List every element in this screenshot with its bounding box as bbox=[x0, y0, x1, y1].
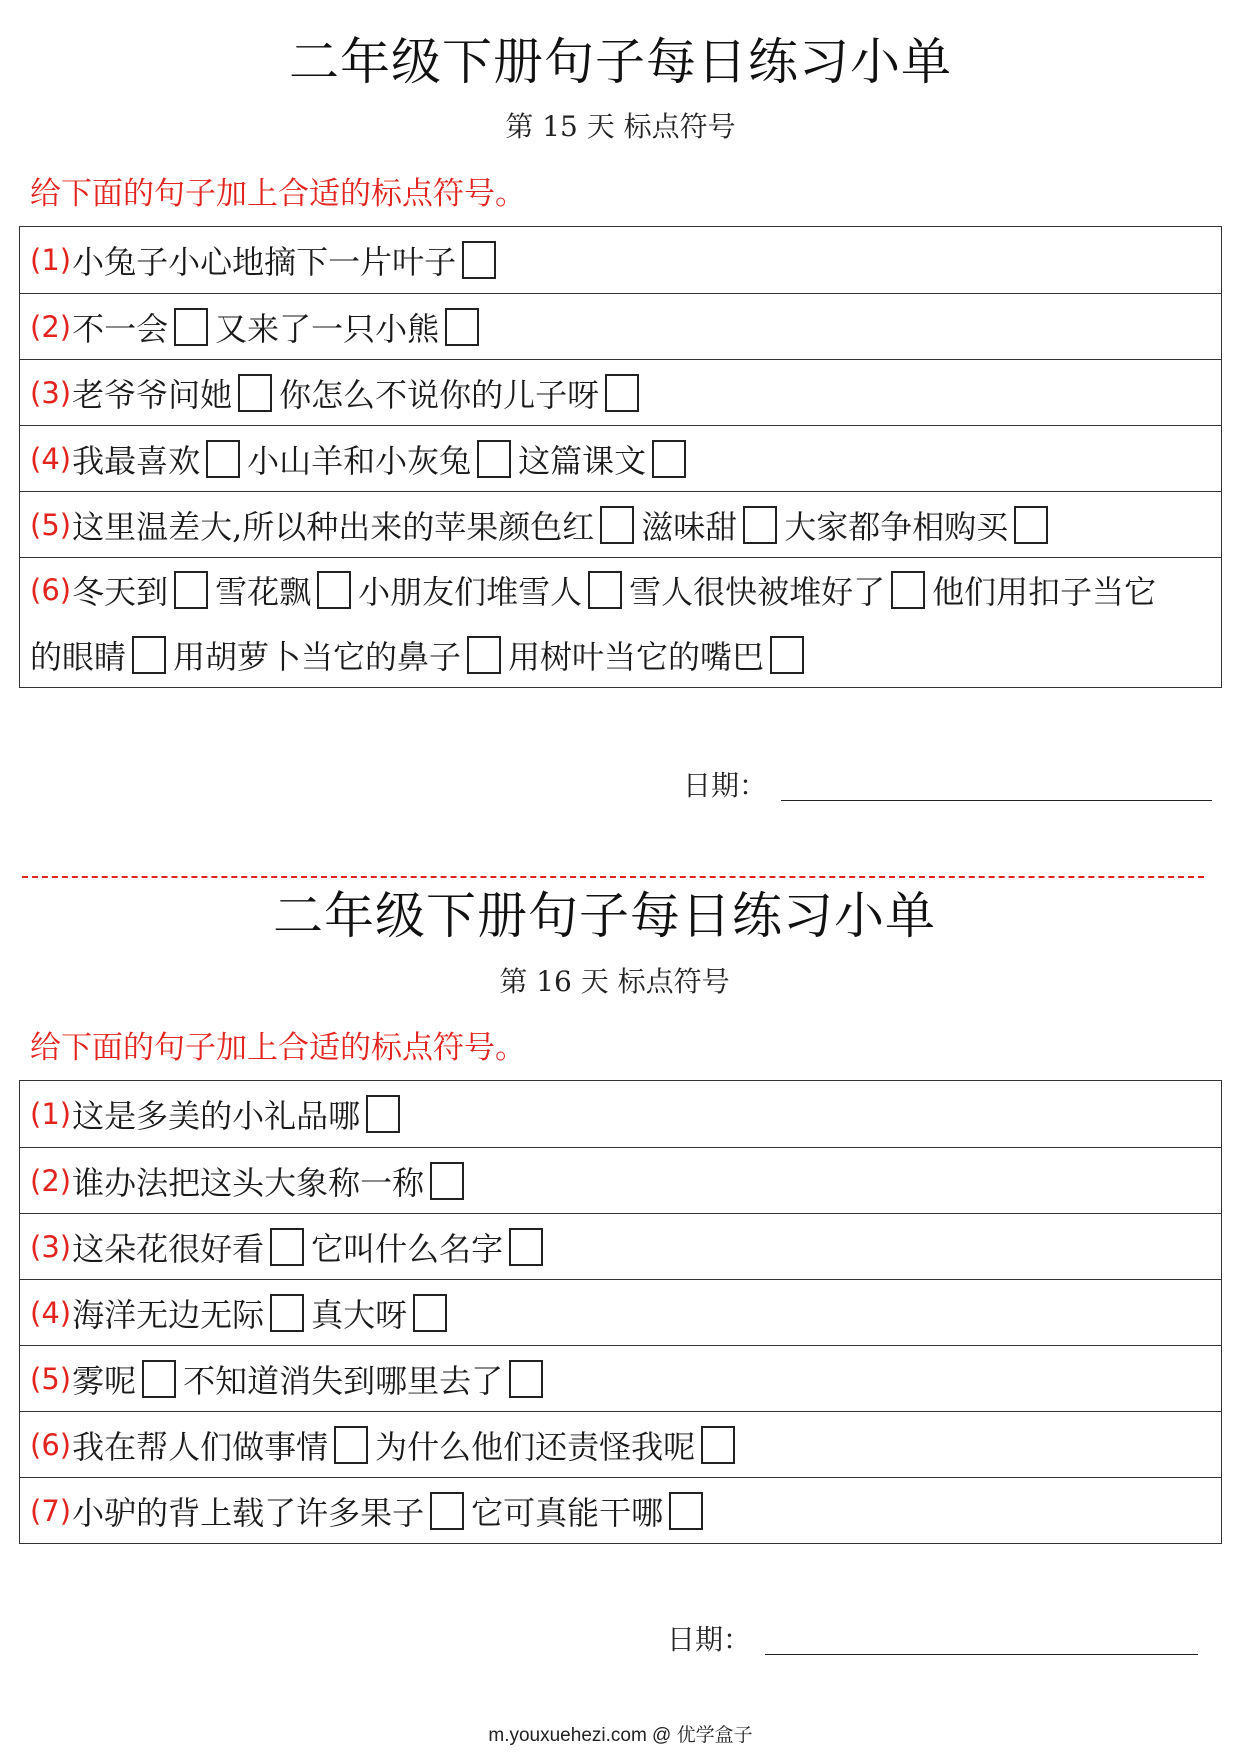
date-field[interactable] bbox=[765, 1654, 1198, 1655]
sentence-text: 又来了一只小熊 bbox=[215, 309, 440, 348]
exercise-number: (2) bbox=[30, 1163, 72, 1198]
answer-blank[interactable] bbox=[142, 1360, 176, 1398]
exercise-row bbox=[20, 359, 1221, 425]
exercise-line bbox=[30, 227, 1221, 293]
sentence-text: 这是多美的小礼品哪 bbox=[72, 1097, 361, 1135]
sentence-text: 为什么他们还责怪我呢 bbox=[375, 1427, 696, 1466]
date-label: 日期： bbox=[667, 1623, 752, 1656]
answer-blank[interactable] bbox=[430, 1162, 464, 1200]
sentence-text: 这篇课文 bbox=[518, 441, 647, 480]
sentence-text: 雾呢 bbox=[72, 1361, 137, 1400]
answer-blank[interactable] bbox=[270, 1228, 304, 1266]
answer-blank[interactable] bbox=[701, 1426, 735, 1464]
sentence-text: 小兔子小心地摘下一片叶子 bbox=[72, 243, 457, 281]
answer-blank[interactable] bbox=[600, 506, 634, 544]
sentence-text: 小朋友们堆雪人 bbox=[358, 573, 583, 612]
answer-blank[interactable] bbox=[413, 1294, 447, 1332]
answer-blank[interactable] bbox=[174, 571, 208, 609]
answer-blank[interactable] bbox=[174, 308, 208, 346]
answer-blank[interactable] bbox=[509, 1360, 543, 1398]
sentence-text: 谁办法把这头大象称一称 bbox=[72, 1163, 425, 1202]
answer-blank[interactable] bbox=[132, 636, 166, 674]
answer-blank[interactable] bbox=[334, 1426, 368, 1464]
exercise-number: (6) bbox=[30, 573, 72, 608]
answer-blank[interactable] bbox=[1014, 506, 1048, 544]
exercise-line bbox=[30, 623, 1221, 688]
answer-blank[interactable] bbox=[477, 440, 511, 478]
instruction-text: 给下面的句子加上合适的标点符号。 bbox=[30, 1030, 526, 1066]
answer-blank[interactable] bbox=[652, 440, 686, 478]
exercise-line bbox=[30, 1478, 1221, 1543]
sentence-text: 雪花飘 bbox=[215, 573, 312, 612]
worksheet-title: 二年级下册句子每日练习小单 bbox=[273, 887, 936, 945]
worksheet-title: 二年级下册句子每日练习小单 bbox=[289, 33, 952, 91]
answer-blank[interactable] bbox=[445, 308, 479, 346]
sentence-text: 大家都争相购买 bbox=[784, 507, 1009, 546]
exercise-line bbox=[30, 426, 1221, 491]
exercise-number: (5) bbox=[30, 507, 72, 542]
exercise-line bbox=[30, 558, 1221, 623]
exercise-row bbox=[20, 227, 1221, 293]
sentence-text: 不知道消失到哪里去了 bbox=[183, 1361, 504, 1400]
sentence-text: 我最喜欢 bbox=[72, 441, 201, 480]
exercise-table bbox=[19, 226, 1222, 688]
exercise-row bbox=[20, 293, 1221, 359]
exercise-row bbox=[20, 1213, 1221, 1279]
worksheet-subtitle: 第 16 天 标点符号 bbox=[499, 965, 730, 998]
answer-blank[interactable] bbox=[770, 636, 804, 674]
answer-blank[interactable] bbox=[467, 636, 501, 674]
answer-blank[interactable] bbox=[669, 1492, 703, 1530]
exercise-row bbox=[20, 425, 1221, 491]
sentence-text: 真大呀 bbox=[311, 1295, 408, 1334]
exercise-number: (7) bbox=[30, 1493, 72, 1528]
answer-blank[interactable] bbox=[891, 571, 925, 609]
sentence-text: 小山羊和小灰兔 bbox=[247, 441, 472, 480]
exercise-row bbox=[20, 557, 1221, 687]
date-label: 日期： bbox=[683, 769, 768, 802]
answer-blank[interactable] bbox=[270, 1294, 304, 1332]
exercise-line bbox=[30, 1280, 1221, 1345]
exercise-table bbox=[19, 1080, 1222, 1544]
exercise-line bbox=[30, 1148, 1221, 1213]
sentence-text: 它叫什么名字 bbox=[311, 1229, 504, 1268]
exercise-number: (1) bbox=[30, 243, 72, 277]
exercise-line bbox=[30, 1346, 1221, 1411]
sentence-text: 冬天到 bbox=[72, 573, 169, 612]
exercise-row bbox=[20, 491, 1221, 557]
sentence-text: 的眼睛 bbox=[30, 637, 127, 676]
cut-line-divider bbox=[22, 876, 1204, 878]
exercise-number: (1) bbox=[30, 1097, 72, 1131]
answer-blank[interactable] bbox=[605, 374, 639, 412]
exercise-number: (5) bbox=[30, 1361, 72, 1396]
exercise-row bbox=[20, 1477, 1221, 1543]
exercise-line bbox=[30, 360, 1221, 425]
exercise-row bbox=[20, 1411, 1221, 1477]
sentence-text: 这朵花很好看 bbox=[72, 1229, 265, 1268]
exercise-number: (4) bbox=[30, 441, 72, 476]
sentence-text: 小驴的背上载了许多果子 bbox=[72, 1493, 425, 1532]
answer-blank[interactable] bbox=[366, 1095, 400, 1133]
sentence-text: 不一会 bbox=[72, 309, 169, 348]
answer-blank[interactable] bbox=[743, 506, 777, 544]
answer-blank[interactable] bbox=[238, 374, 272, 412]
answer-blank[interactable] bbox=[206, 440, 240, 478]
exercise-row bbox=[20, 1147, 1221, 1213]
exercise-row bbox=[20, 1081, 1221, 1147]
answer-blank[interactable] bbox=[462, 241, 496, 279]
sentence-text: 海洋无边无际 bbox=[72, 1295, 265, 1334]
sentence-text: 雪人很快被堆好了 bbox=[629, 573, 886, 612]
sentence-text: 它可真能干哪 bbox=[471, 1493, 664, 1532]
sentence-text: 你怎么不说你的儿子呀 bbox=[279, 375, 600, 414]
sentence-text: 这里温差大,所以种出来的苹果颜色红 bbox=[72, 507, 595, 546]
answer-blank[interactable] bbox=[588, 571, 622, 609]
sentence-text: 我在帮人们做事情 bbox=[72, 1427, 329, 1466]
answer-blank[interactable] bbox=[317, 571, 351, 609]
sentence-text: 老爷爷问她 bbox=[72, 375, 233, 414]
worksheet-subtitle: 第 15 天 标点符号 bbox=[505, 110, 736, 143]
exercise-row bbox=[20, 1279, 1221, 1345]
exercise-row bbox=[20, 1345, 1221, 1411]
exercise-number: (6) bbox=[30, 1427, 72, 1462]
answer-blank[interactable] bbox=[430, 1492, 464, 1530]
exercise-number: (4) bbox=[30, 1295, 72, 1330]
exercise-line bbox=[30, 492, 1221, 557]
sentence-text: 用胡萝卜当它的鼻子 bbox=[173, 637, 462, 676]
exercise-line bbox=[30, 294, 1221, 359]
exercise-number: (2) bbox=[30, 309, 72, 344]
exercise-number: (3) bbox=[30, 375, 72, 410]
sentence-text: 滋味甜 bbox=[641, 507, 738, 546]
exercise-line bbox=[30, 1214, 1221, 1279]
instruction-text: 给下面的句子加上合适的标点符号。 bbox=[30, 176, 526, 212]
exercise-line bbox=[30, 1081, 1221, 1147]
sentence-text: 他们用扣子当它 bbox=[932, 573, 1157, 612]
exercise-number: (3) bbox=[30, 1229, 72, 1264]
sentence-text: 用树叶当它的嘴巴 bbox=[508, 637, 765, 676]
footer-watermark: m.youxuehezi.com @ 优学盒子 bbox=[488, 1725, 753, 1746]
answer-blank[interactable] bbox=[509, 1228, 543, 1266]
date-field[interactable] bbox=[781, 800, 1212, 801]
exercise-line bbox=[30, 1412, 1221, 1477]
